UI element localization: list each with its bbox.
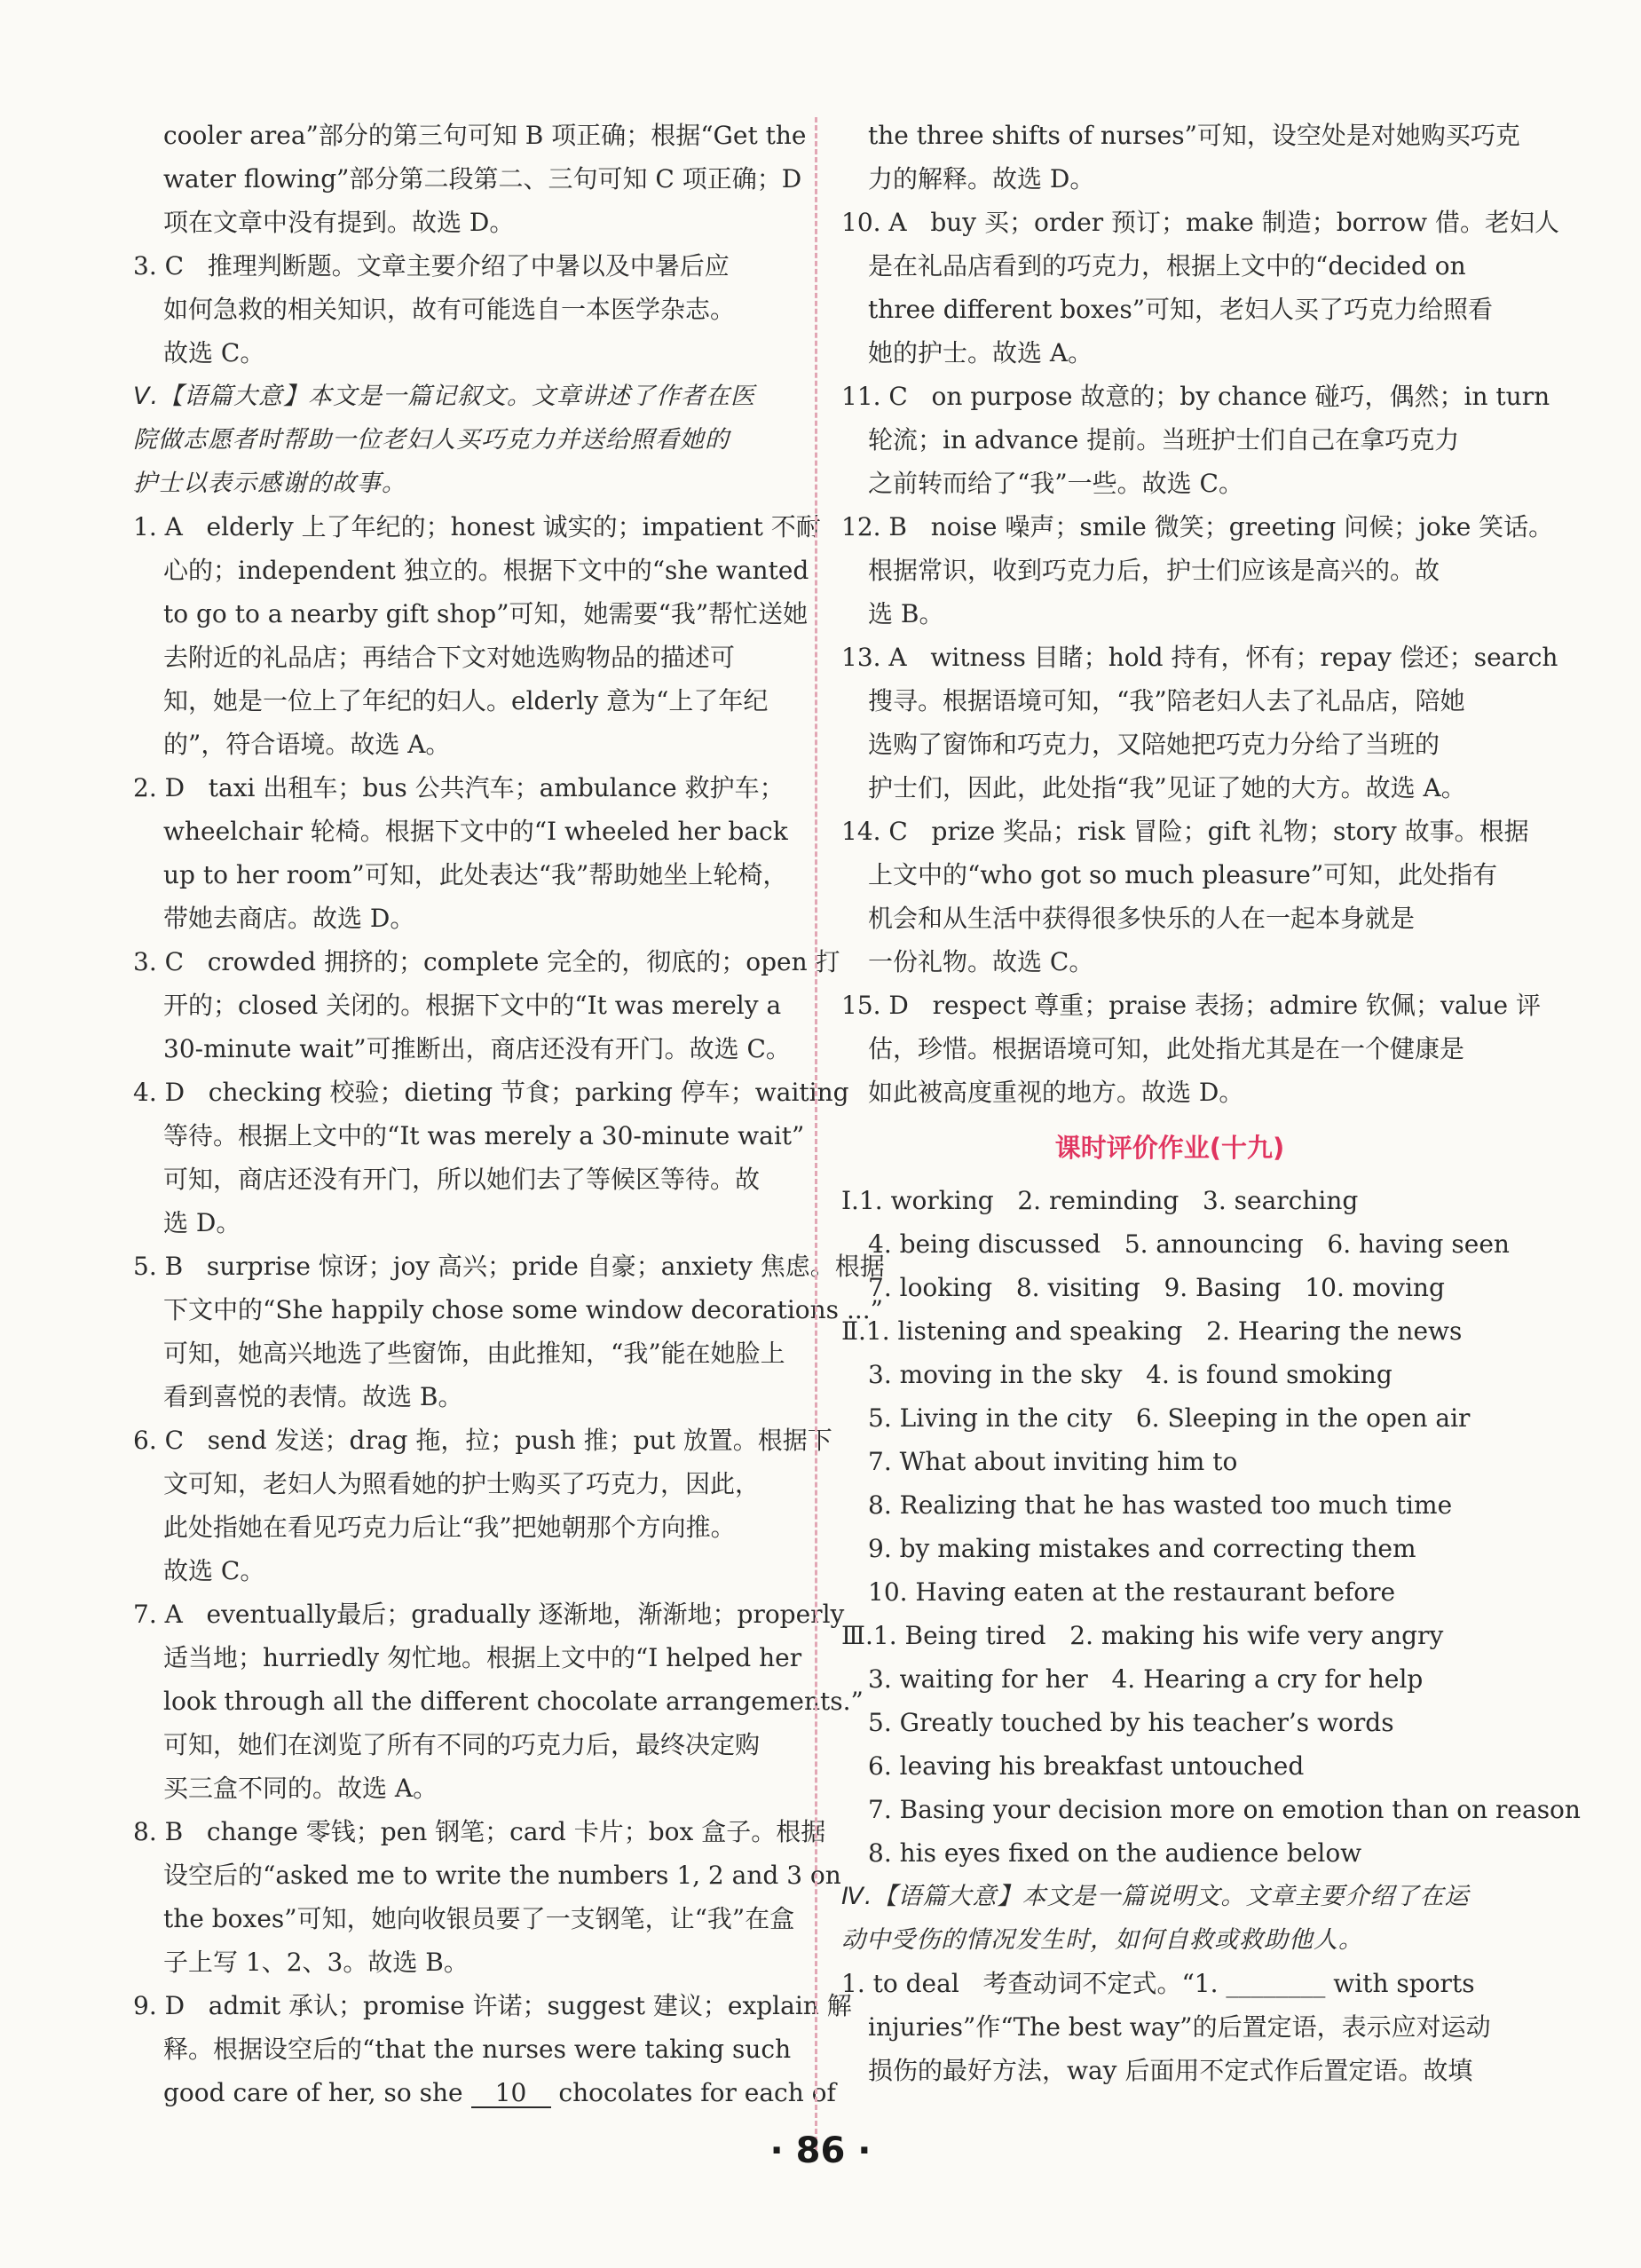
text-line: 项在文章中没有提到。故选 D。 xyxy=(163,208,515,237)
text-segment: good care of her, so she xyxy=(163,2078,471,2107)
text-line: 可知，她们在浏览了所有不同的巧克力后，最终决定购 xyxy=(163,1730,761,1759)
text-line: three different boxes”可知，老妇人买了巧克力给照看 xyxy=(868,295,1494,324)
column-divider xyxy=(815,117,817,2150)
text-line: 故选 C。 xyxy=(163,338,265,367)
answer-item: 8. B change 零钱；pen 钢笔；card 卡片；box 盒子。根据 xyxy=(133,1817,826,1846)
text-line: 看到喜悦的表情。故选 B。 xyxy=(163,1382,463,1411)
passage-summary: Ⅴ.【语篇大意】本文是一篇记叙文。文章讲述了作者在医 xyxy=(133,383,756,410)
text-line: 释。根据设空后的“that the nurses were taking such xyxy=(163,2035,792,2064)
text-line: injuries”作“The best way”的后置定语，表示应对运动 xyxy=(868,2012,1491,2042)
text-line: 子上写 1、2、3。故选 B。 xyxy=(163,1948,469,1977)
text-line: 力的解释。故选 D。 xyxy=(868,164,1095,194)
text-line: 搜寻。根据语境可知，“我”陪老妇人去了礼品店，陪她 xyxy=(868,686,1465,715)
fill-blank: 10 xyxy=(471,2080,551,2108)
text-line: 心的；independent 独立的。根据下文中的“she wanted xyxy=(163,556,809,585)
section-title: 课时评价作业(十九) xyxy=(1054,1133,1285,1163)
text-line: wheelchair 轮椅。根据下文中的“I wheeled her back xyxy=(163,817,788,846)
text-line: 此处指她在看见巧克力后让“我”把她朝那个方向推。 xyxy=(163,1513,736,1542)
text-line: 选 D。 xyxy=(163,1208,241,1237)
text-line: the boxes”可知，她向收银员要了一支钢笔，让“我”在盒 xyxy=(163,1904,795,1933)
answer-item: 4. D checking 校验；dieting 节食；parking 停车；waiting xyxy=(133,1078,849,1107)
text-line: 可知，商店还没有开门，所以她们去了等候区等待。故 xyxy=(163,1165,761,1194)
text-line: water flowing”部分第二段第二、三句可知 C 项正确；D xyxy=(163,164,802,194)
answer-row: 7. Basing your decision more on emotion than on reason xyxy=(868,1795,1581,1824)
answer-row: 3. waiting for her 4. Hearing a cry for help xyxy=(868,1664,1424,1694)
right-column xyxy=(841,114,1581,2092)
answer-item: 13. A witness 目睹；hold 持有，怀有；repay 偿还；search xyxy=(841,643,1558,672)
answer-row: 4. being discussed 5. announcing 6. having seen xyxy=(868,1229,1510,1259)
text-line: 护士们，因此，此处指“我”见证了她的大方。故选 A。 xyxy=(868,773,1466,802)
answer-row: 10. Having eaten at the restaurant before xyxy=(868,1577,1396,1607)
passage-summary: Ⅳ.【语篇大意】本文是一篇说明文。文章主要介绍了在运 xyxy=(841,1883,1470,1910)
text-line: 的”，符合语境。故选 A。 xyxy=(163,730,451,759)
text-line: 是在礼品店看到的巧克力，根据上文中的“decided on xyxy=(868,251,1466,281)
answer-item: 1. to deal 考查动词不定式。“1. ________ with sports xyxy=(841,1969,1475,1998)
answer-item: 7. A eventually最后；gradually 逐渐地，渐渐地；properly xyxy=(133,1600,845,1629)
answer-row: 9. by making mistakes and correcting them xyxy=(868,1534,1416,1563)
text-line: 适当地；hurriedly 匆忙地。根据上文中的“I helped her xyxy=(163,1643,802,1672)
answer-item: 3. C 推理判断题。文章主要介绍了中暑以及中暑后应 xyxy=(133,251,730,281)
answer-row: 8. his eyes fixed on the audience below xyxy=(868,1838,1362,1868)
answer-item: 3. C crowded 拥挤的；complete 完全的，彻底的；open 打 xyxy=(133,947,840,976)
text-line: 一份礼物。故选 C。 xyxy=(868,947,1094,976)
answer-item: 15. D respect 尊重；praise 表扬；admire 钦佩；value 评 xyxy=(841,991,1541,1020)
text-line: 故选 C。 xyxy=(163,1556,265,1585)
answer-row: 7. What about inviting him to xyxy=(868,1447,1238,1476)
answer-item: 1. A elderly 上了年纪的；honest 诚实的；impatient 不耐 xyxy=(133,512,821,541)
text-line-with-blank xyxy=(133,2071,836,2114)
answer-item: 5. B surprise 惊讶；joy 高兴；pride 自豪；anxiety 焦虑。根据 xyxy=(133,1252,885,1281)
text-line: 根据常识，收到巧克力后，护士们应该是高兴的。故 xyxy=(868,556,1440,585)
text-line: look through all the different chocolate arrangements.” xyxy=(163,1687,864,1716)
text-line: cooler area”部分的第三句可知 B 项正确；根据“Get the xyxy=(163,121,807,150)
text-line: 她的护士。故选 A。 xyxy=(868,338,1093,367)
text-line: to go to a nearby gift shop”可知，她需要“我”帮忙送她 xyxy=(163,599,809,628)
answer-item: 10. A buy 买；order 预订；make 制造；borrow 借。老妇人 xyxy=(841,208,1560,237)
text-line: 选 B。 xyxy=(868,599,944,628)
text-line: 去附近的礼品店；再结合下文对她选购物品的描述可 xyxy=(163,643,736,672)
text-line: 估，珍惜。根据语境可知，此处指尤其是在一个健康是 xyxy=(868,1034,1465,1063)
answer-row: 5. Living in the city 6. Sleeping in the open air xyxy=(868,1403,1471,1433)
answer-item: 12. B noise 噪声；smile 微笑；greeting 问候；joke 笑话。 xyxy=(841,512,1554,541)
text-line: the three shifts of nurses”可知，设空处是对她购买巧克 xyxy=(868,121,1520,150)
answer-item: 9. D admit 承认；promise 许诺；suggest 建议；explain 解 xyxy=(133,1991,852,2020)
passage-summary: 动中受伤的情况发生时，如何自救或救助他人。 xyxy=(841,1926,1363,1954)
answer-row: Ⅰ.1. working 2. reminding 3. searching xyxy=(841,1186,1359,1215)
text-line: 可知，她高兴地选了些窗饰，由此推知，“我”能在她脸上 xyxy=(163,1339,785,1368)
text-line: 买三盒不同的。故选 A。 xyxy=(163,1774,438,1803)
passage-summary: 院做志愿者时帮助一位老妇人买巧克力并送给照看她的 xyxy=(133,426,730,454)
text-line: 机会和从生活中获得很多快乐的人在一起本身就是 xyxy=(868,904,1416,933)
text-line: 下文中的“She happily chose some window decorations ...” xyxy=(163,1295,883,1324)
text-line: 轮流；in advance 提前。当班护士们自己在拿巧克力 xyxy=(868,425,1460,454)
page-number: · 86 · xyxy=(769,2130,872,2171)
text-line: 带她去商店。故选 D。 xyxy=(163,904,415,933)
text-line: 损伤的最好方法，way 后面用不定式作后置定语。故填 xyxy=(868,2056,1473,2085)
answer-row: 8. Realizing that he has wasted too much time xyxy=(868,1490,1453,1520)
text-line: 等待。根据上文中的“It was merely a 30-minute wait” xyxy=(163,1121,805,1150)
text-line: up to her room”可知，此处表达“我”帮助她坐上轮椅， xyxy=(163,860,788,889)
answer-row: 5. Greatly touched by his teacher’s words xyxy=(868,1708,1394,1737)
text-line: 知，她是一位上了年纪的妇人。elderly 意为“上了年纪 xyxy=(163,686,769,715)
text-line: 设空后的“asked me to write the numbers 1, 2 and 3 on xyxy=(163,1861,841,1890)
text-line: 如此被高度重视的地方。故选 D。 xyxy=(868,1078,1244,1107)
text-line: 开的；closed 关闭的。根据下文中的“It was merely a xyxy=(163,991,782,1020)
answer-row: 7. looking 8. visiting 9. Basing 10. moving xyxy=(868,1273,1445,1302)
text-segment: chocolates for each of xyxy=(550,2078,836,2107)
answer-row: Ⅲ.1. Being tired 2. making his wife very angry xyxy=(841,1621,1444,1650)
answer-row: 3. moving in the sky 4. is found smoking xyxy=(868,1360,1392,1389)
answer-item: 11. C on purpose 故意的；by chance 碰巧，偶然；in turn xyxy=(841,382,1550,411)
text-line: 30-minute wait”可推断出，商店还没有开门。故选 C。 xyxy=(163,1034,791,1063)
left-column xyxy=(133,114,885,2114)
answer-item: 6. C send 发送；drag 拖，拉；push 推；put 放置。根据下 xyxy=(133,1426,832,1455)
text-line: 选购了窗饰和巧克力，又陪她把巧克力分给了当班的 xyxy=(868,730,1440,759)
passage-summary: 护士以表示感谢的故事。 xyxy=(133,470,406,497)
text-line: 如何急救的相关知识，故有可能选自一本医学杂志。 xyxy=(163,295,736,324)
text-line: 文可知，老妇人为照看她的护士购买了巧克力，因此， xyxy=(163,1469,761,1498)
answer-item: 14. C prize 奖品；risk 冒险；gift 礼物；story 故事。根据 xyxy=(841,817,1529,846)
answer-item: 2. D taxi 出租车；bus 公共汽车；ambulance 救护车； xyxy=(133,773,785,802)
answer-row: 6. leaving his breakfast untouched xyxy=(868,1751,1305,1781)
text-line: 之前转而给了“我”一些。故选 C。 xyxy=(868,469,1243,498)
answer-row: Ⅱ.1. listening and speaking 2. Hearing the news xyxy=(841,1316,1463,1346)
text-line: 上文中的“who got so much pleasure”可知，此处指有 xyxy=(868,860,1498,889)
